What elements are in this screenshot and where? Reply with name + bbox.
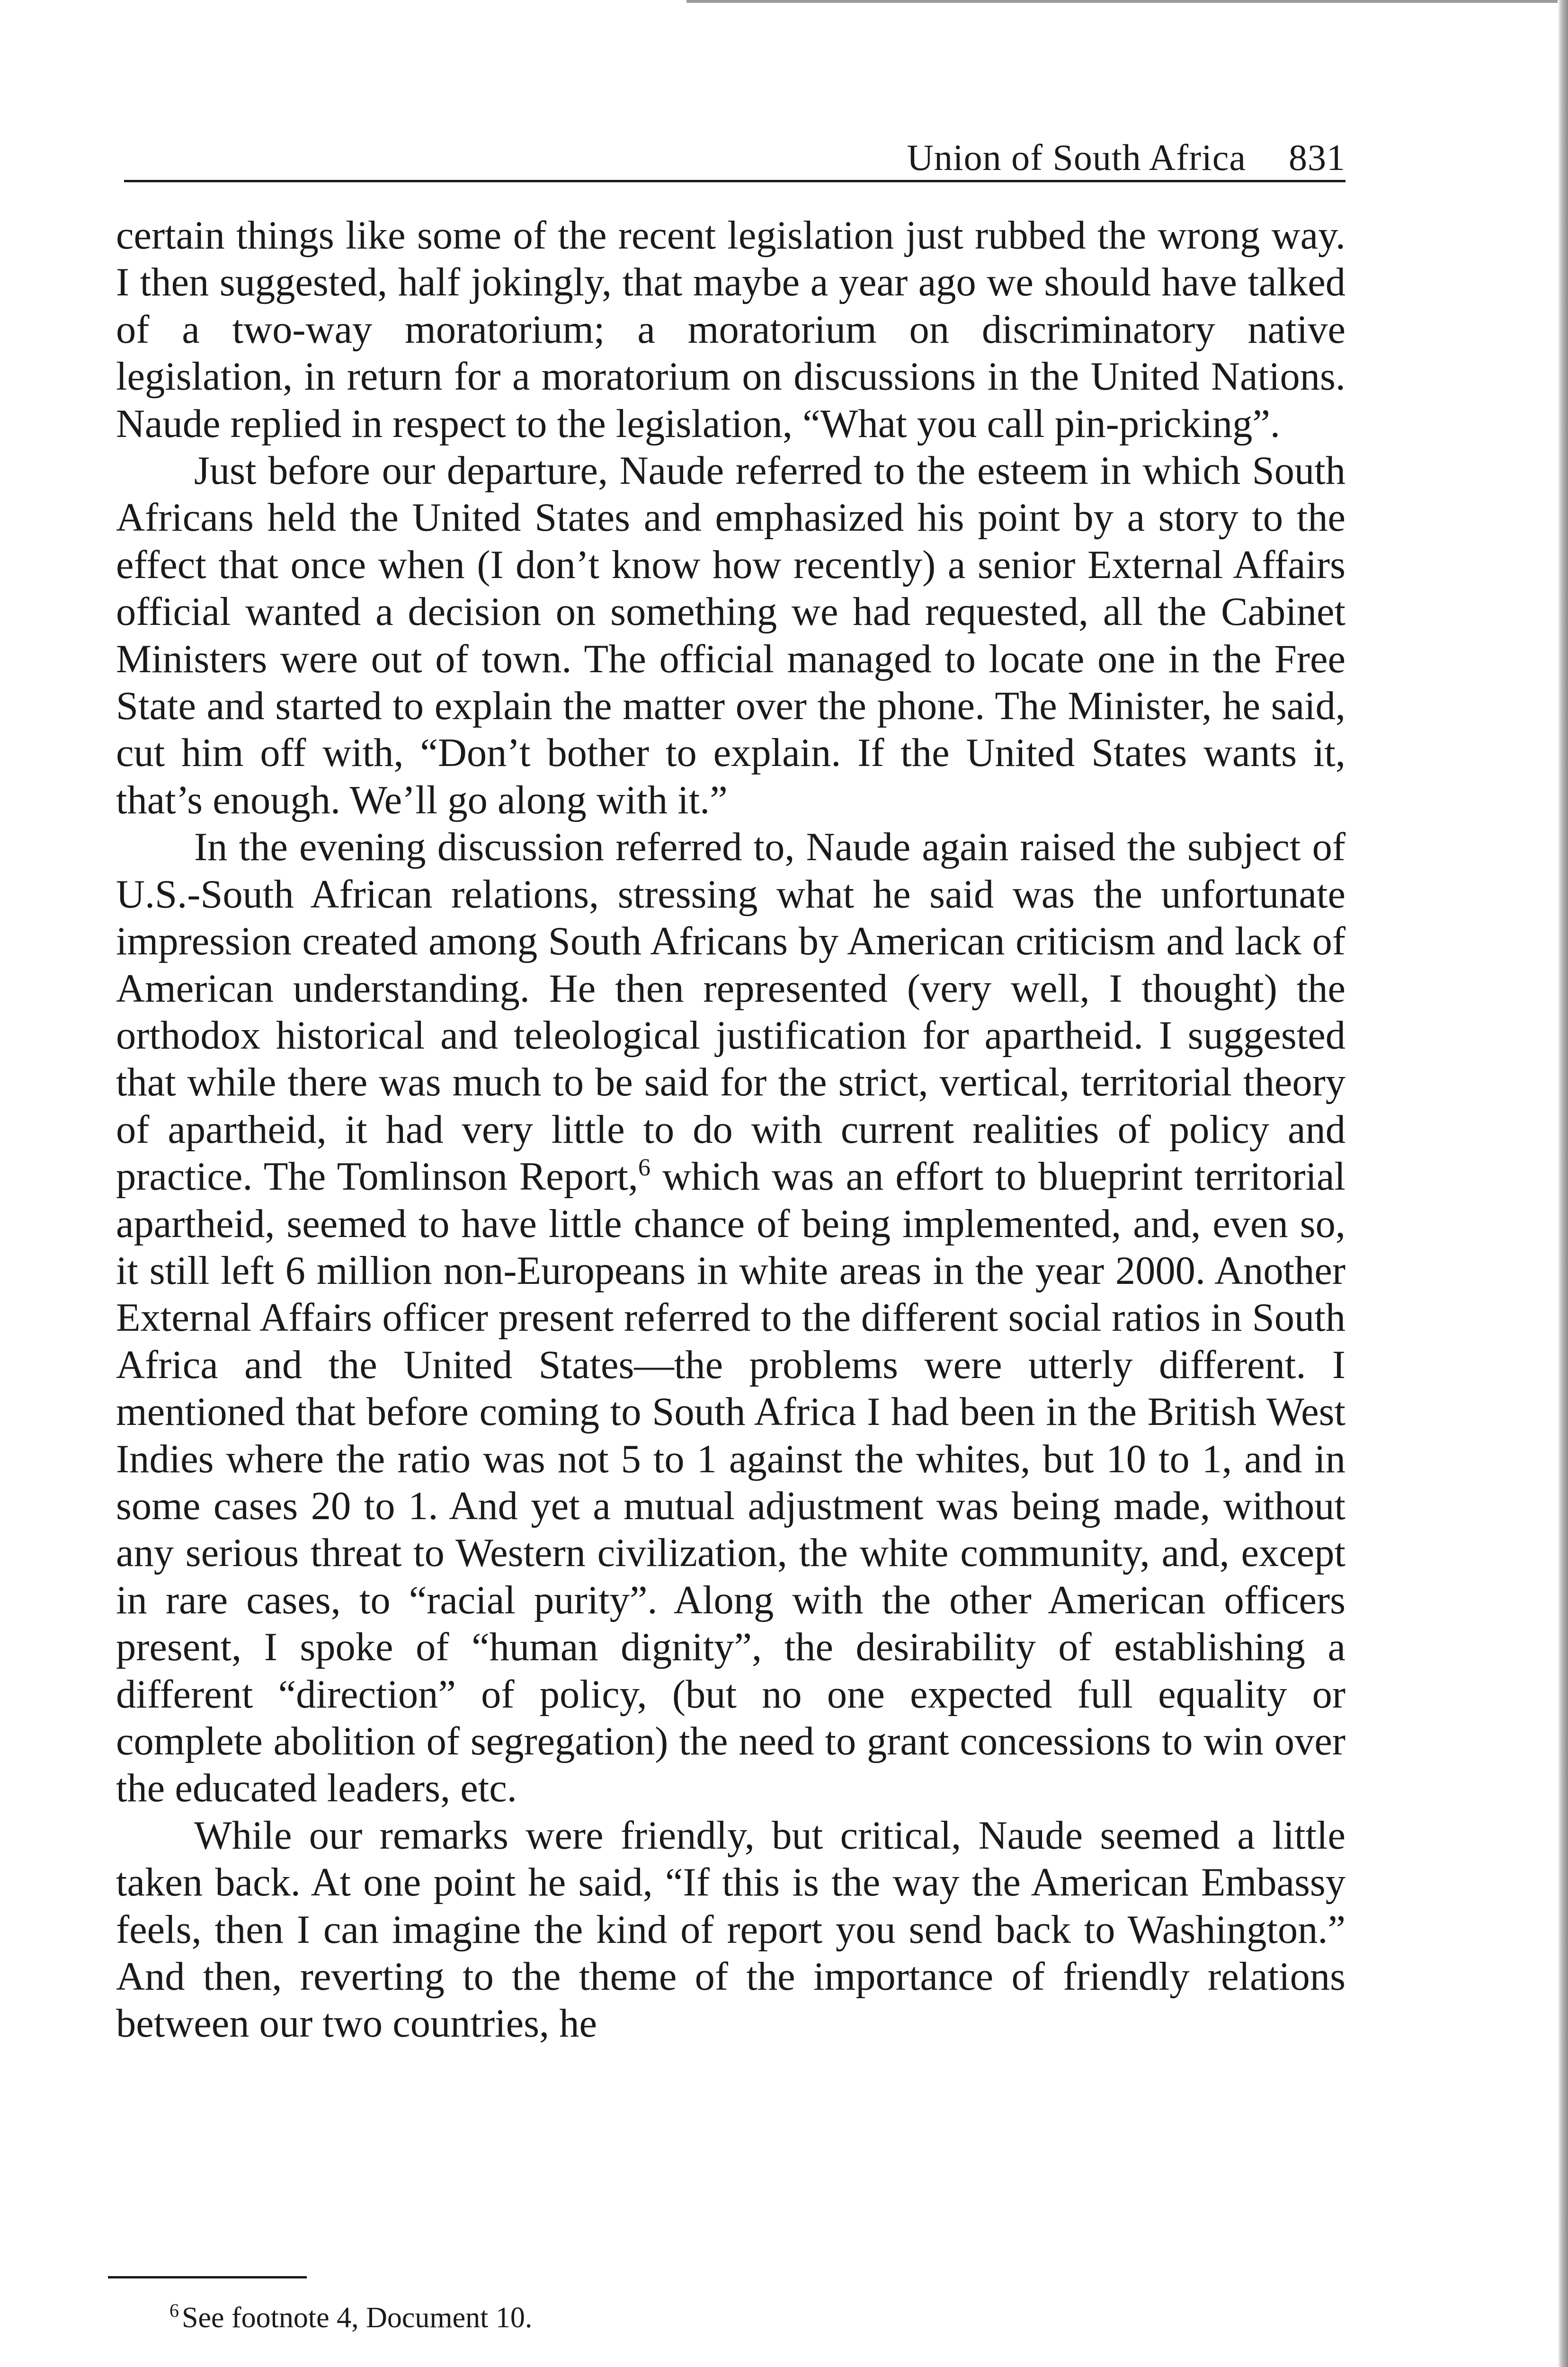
footnote-text: See footnote 4, Document 10. — [182, 2302, 533, 2334]
paragraph-1: certain things like some of the recent legislation just rubbed the wrong way. I then suggested, half jokingly, that maybe a year ago we should have talked of a two-way moratorium; a moratorium on discriminatory native legislation, in return for a moratorium on discussions in the United Nations. Naude replied in respect to the legislation, “What you call pin-pricking”. — [116, 214, 1345, 446]
footnote-reference: 6 — [638, 1154, 650, 1182]
paragraph-2: Just before our departure, Naude referred to the esteem in which South Africans held the United States and emphasized his point by a story to the effect that once when (I don’t know how recently) a senior External Affairs official wanted a decision on something we had requested, all the Cabinet Ministers were out of town. The official managed to locate one in the Free State and started to explain the matter over the phone. The Minister, he said, cut him off with, “Don’t bother to explain. If the United States wants it, that’s enough. We’ll go along with it.” — [116, 449, 1345, 822]
paragraph-3-part-2: which was an effort to blueprint territorial apartheid, seemed to have little chance of being implemented, and, even so, it still left 6 million non-Europeans in white areas in the year 2000. Another External Affairs officer present referred to the different social ratios in South Africa and the United States—the problems were utterly different. I mentioned that before coming to South Africa I had been in the British West Indies where the ratio was not 5 to 1 against the whites, but 10 to 1, and in some cases 20 to 1. And yet a mutual adjustment was being made, without any serious threat to Western civilization, the white community, and, except in rare cases, to “racial purity”. Along with the other American officers present, I spoke of “human dignity”, the desirability of establishing a different “direction” of policy, (but no one expected full equality or complete abolition of segregation) the need to grant concessions to win over the educated leaders, etc. — [116, 1155, 1345, 1811]
paragraph-4: While our remarks were friendly, but critical, Naude seemed a little taken back. At one point he said, “If this is the way the American Embassy feels, then I can imagine the kind of report you send back to Washington.” And then, reverting to the theme of the importance of friendly relations between our two countries, he — [116, 1813, 1345, 2046]
footnote-number: 6 — [169, 2300, 179, 2321]
running-title: Union of South Africa — [907, 137, 1246, 178]
page-number: 831 — [1289, 137, 1345, 178]
body-text — [116, 212, 1345, 2047]
paragraph-3 — [116, 824, 1345, 1812]
footnote-separator — [108, 2276, 307, 2278]
page-top-edge — [686, 0, 1568, 3]
footnote — [169, 2300, 532, 2336]
running-head-line — [907, 136, 1345, 179]
page-binding-edge — [1558, 0, 1568, 2367]
paragraph-3-part-1: In the evening discussion referred to, Naude again raised the subject of U.S.-South African relations, stressing what he said was the unfortunate impression created among South Africans by American criticism and lack of American understanding. He then represented (very well, I thought) the orthodox historical and teleological justification for apartheid. I suggested that while there was much to be said for the strict, vertical, territorial theory of apartheid, it had very little to do with current realities of policy and practice. The Tomlinson Report, — [116, 825, 1345, 1199]
running-header — [124, 124, 1345, 182]
